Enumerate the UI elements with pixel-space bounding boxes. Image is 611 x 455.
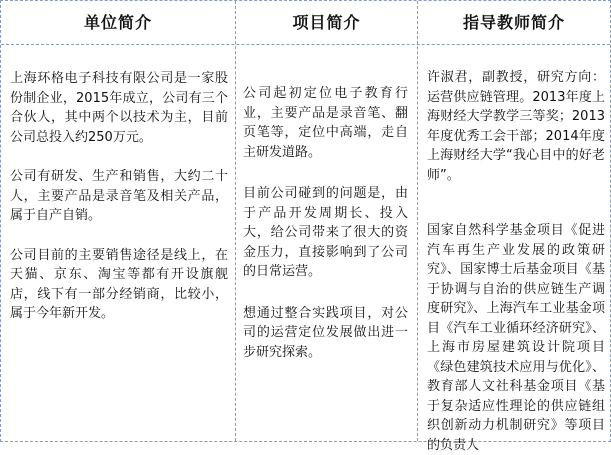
header-company-intro: 单位简介 xyxy=(83,13,152,32)
company-paragraph-2: 公司有研发、生产和销售，大约二十人，主要产品是录音笔及相关产品，属于自产自销。 xyxy=(10,169,228,223)
advisor-intro-cell xyxy=(427,45,605,453)
column-divider-1 xyxy=(235,1,236,441)
project-paragraph-3: 想通过整合实践项目，对公司的运营定位发展做出进一步研究探索。 xyxy=(243,305,408,360)
project-paragraph-1: 公司起初定位电子教育行业，主要产品是录音笔、翻页笔等，定位中高端，走自主研发道路。 xyxy=(243,86,408,160)
company-intro-cell xyxy=(10,45,228,441)
header-advisor-intro: 指导教师简介 xyxy=(462,13,565,32)
company-paragraph-3: 公司目前的主要销售途径是线上，在天猫、京东、淘宝等都有开设旗舰店，线下有一部分经销商，比较小，属于今年新开发。 xyxy=(10,247,228,321)
project-paragraph-2: 目前公司碰到的问题是，由于产品开发周期长、投入大，给公司带来了很大的资金压力，直接影响到了公司的日常运营。 xyxy=(243,186,408,279)
advisor-paragraph-1: 许淑君，副教授，研究方向：运营供应链管理。2013年度上海财经大学教学三等奖；2013年度优秀工会干部；2014年度上海财经大学“我心目中的好老师”。 xyxy=(427,70,605,183)
table-header-row xyxy=(1,1,610,45)
advisor-paragraph-2: 国家自然科学基金项目《促进汽车再生产业发展的政策研究》、国家博士后基金项目《基于协调与自治的供应链生产调度研究》、上海汽车工业基金项目《汽车工业循环经济研究》、上海市房屋建筑设计院项目《绿色建筑技术应用与优化》、教育部人文社科基金项目《基于复杂适应性理论的供应链组织创新动力机制研究》等项目的负责人 xyxy=(427,223,605,453)
column-divider-2 xyxy=(417,1,418,441)
project-intro-cell xyxy=(243,45,408,441)
company-paragraph-1: 上海环格电子科技有限公司是一家股份制企业，2015年成立，公司有三个合伙人，其中两个以技术为主，目前公司总投入约250万元。 xyxy=(10,71,228,145)
header-project-intro: 项目简介 xyxy=(292,13,361,32)
